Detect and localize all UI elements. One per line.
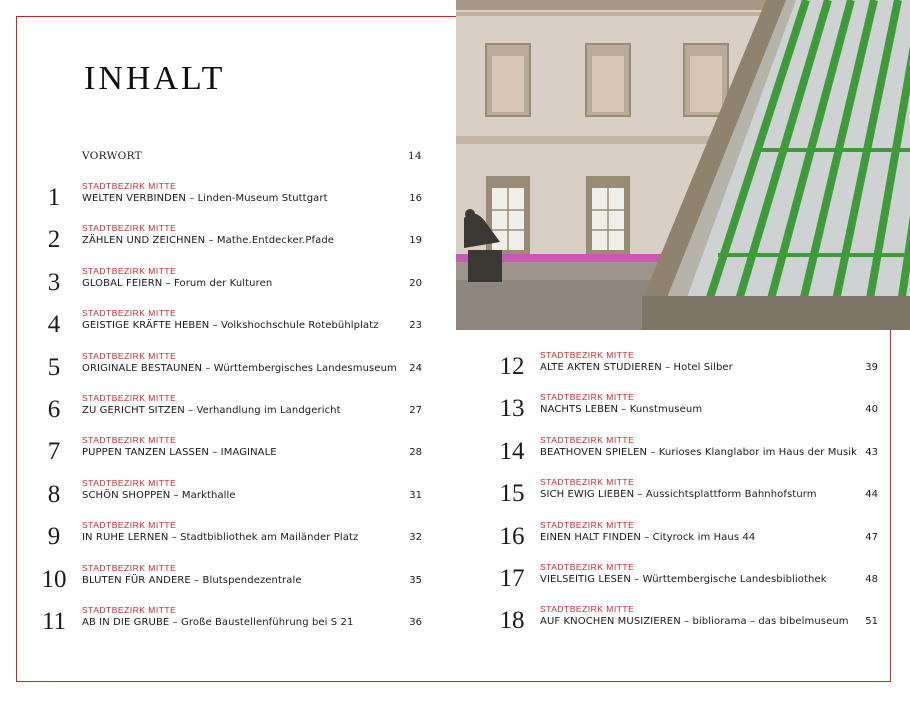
toc-entry-page-number: 23	[409, 320, 422, 332]
toc-entry-district: STADTBEZIRK MITTE	[82, 308, 177, 319]
toc-entry[interactable]	[490, 604, 880, 644]
toc-entry-page-number: 31	[409, 489, 422, 501]
toc-entry-page-number: 27	[409, 405, 422, 416]
toc-entry-title: PUPPEN TANZEN LASSEN – IMAGINALE	[82, 447, 277, 459]
toc-entry-district: STADTBEZIRK MITTE	[82, 350, 177, 361]
toc-entry[interactable]	[32, 435, 428, 475]
toc-entry-page-number: 48	[865, 574, 878, 585]
toc-entry-title: BEATHOVEN SPIELEN – Kurioses Klanglabor im Haus der Musik	[540, 446, 858, 458]
toc-entry-district: STADTBEZIRK MITTE	[540, 562, 635, 572]
toc-entry-district: STADTBEZIRK MITTE	[82, 181, 177, 191]
toc-entry-title: SICH EWIG LIEBEN – Aussichtsplattform Bahnhofsturm	[540, 489, 817, 501]
toc-entry-title: ZU GERICHT SITZEN – Verhandlung im Landgericht	[82, 405, 341, 416]
toc-entry-page-number: 24	[409, 362, 422, 374]
toc-entry-district: STADTBEZIRK MITTE	[82, 520, 177, 531]
toc-entry[interactable]	[490, 392, 880, 432]
toc-entry-number: 15	[499, 480, 525, 508]
toc-entry[interactable]	[32, 266, 428, 306]
toc-entry-number: 9	[47, 523, 61, 551]
toc-entry[interactable]	[32, 393, 428, 433]
toc-entry-page-number: 40	[865, 404, 878, 416]
toc-entry-number: 7	[47, 438, 61, 466]
toc-entry-number: 11	[41, 608, 67, 635]
toc-entry-number: 18	[499, 607, 525, 635]
toc-entry-district: STADTBEZIRK MITTE	[540, 434, 635, 445]
toc-entry-title: BLUTEN FÜR ANDERE – Blutspendezentrale	[82, 574, 302, 586]
toc-entry-district: STADTBEZIRK MITTE	[82, 477, 177, 488]
toc-preface-row[interactable]	[82, 150, 426, 162]
toc-entry-title: NACHTS LEBEN – Kunstmuseum	[540, 404, 703, 416]
toc-entry-page-number: 36	[409, 617, 422, 628]
toc-entry-page-number: 20	[409, 277, 422, 289]
toc-entry-district: STADTBEZIRK MITTE	[82, 562, 177, 573]
toc-entry-number: 1	[47, 184, 61, 211]
toc-entry-number: 14	[499, 437, 525, 465]
toc-entry-page-number: 51	[865, 616, 878, 628]
toc-entry[interactable]	[32, 181, 428, 221]
toc-entry-title: GLOBAL FEIERN – Forum der Kulturen	[82, 277, 273, 289]
toc-entry[interactable]	[32, 308, 428, 348]
toc-entry-number: 8	[47, 480, 61, 508]
toc-entry-page-number: 28	[409, 447, 422, 459]
toc-entry-number: 10	[41, 565, 67, 593]
toc-entry-title: VIELSEITIG LESEN – Württembergische Landesbibliothek	[540, 574, 827, 585]
toc-entry-title: GEISTIGE KRÄFTE HEBEN – Volkshochschule Rotebühlplatz	[82, 320, 379, 332]
toc-entry-number: 13	[499, 395, 525, 423]
toc-entry-number: 6	[47, 396, 61, 423]
toc-entry-district: STADTBEZIRK MITTE	[540, 392, 635, 403]
toc-entry-page-number: 43	[865, 446, 878, 458]
toc-entry-district: STADTBEZIRK MITTE	[540, 519, 635, 530]
toc-entry[interactable]	[32, 351, 428, 391]
toc-entry-page-number: 32	[409, 532, 422, 544]
toc-entry-page-number: 35	[409, 574, 422, 586]
toc-entry-page-number: 39	[865, 362, 878, 373]
toc-entry-number: 4	[47, 311, 61, 339]
toc-entry-district: STADTBEZIRK MITTE	[82, 223, 177, 234]
toc-entry[interactable]	[490, 350, 880, 390]
toc-entry[interactable]	[32, 223, 428, 263]
preface-label: VORWORT	[82, 150, 142, 162]
toc-entry-district: STADTBEZIRK MITTE	[540, 477, 635, 488]
toc-entry-number: 5	[47, 353, 61, 381]
toc-entry-number: 16	[499, 522, 525, 550]
toc-entry[interactable]	[32, 563, 428, 603]
toc-entry-title: WELTEN VERBINDEN – Linden-Museum Stuttgart	[82, 193, 328, 204]
toc-entry-title: AUF KNOCHEN MUSIZIEREN – bibliorama – das bibelmuseum	[540, 616, 849, 628]
toc-entry[interactable]	[32, 605, 428, 645]
toc-entry-title: ORIGINALE BESTAUNEN – Württembergisches Landesmuseum	[82, 362, 397, 374]
toc-entry[interactable]	[490, 520, 880, 560]
toc-entry[interactable]	[32, 520, 428, 560]
toc-entry-district: STADTBEZIRK MITTE	[540, 350, 635, 360]
page-title: INHALT	[84, 60, 226, 97]
toc-entry-district: STADTBEZIRK MITTE	[82, 393, 177, 403]
toc-entry-number: 3	[47, 268, 61, 296]
toc-entry-district: STADTBEZIRK MITTE	[540, 604, 635, 615]
toc-entry[interactable]	[490, 477, 880, 517]
toc-entry-number: 2	[47, 226, 61, 254]
toc-entry-title: SCHÖN SHOPPEN – Markthalle	[82, 489, 236, 501]
toc-entry-page-number: 19	[409, 235, 422, 247]
preface-page: 14	[408, 150, 422, 162]
cover-photo-museum-building	[456, 0, 910, 330]
toc-entry[interactable]	[490, 562, 880, 602]
toc-entry-number: 17	[499, 565, 525, 592]
toc-entry-district: STADTBEZIRK MITTE	[82, 265, 177, 276]
toc-entry-page-number: 16	[409, 193, 422, 204]
toc-entry-page-number: 44	[865, 489, 878, 501]
toc-entry[interactable]	[490, 435, 880, 475]
toc-entry-title: EINEN HALT FINDEN – Cityrock im Haus 44	[540, 531, 756, 543]
toc-entry-district: STADTBEZIRK MITTE	[82, 435, 177, 446]
toc-entry-title: ALTE AKTEN STUDIEREN – Hotel Silber	[540, 362, 733, 373]
toc-entry-number: 12	[499, 353, 525, 380]
toc-entry-title: IN RUHE LERNEN – Stadtbibliothek am Mailänder Platz	[82, 532, 359, 544]
toc-entry-title: ZÄHLEN UND ZEICHNEN – Mathe.Entdecker.Pfade	[82, 235, 335, 247]
toc-entry-title: AB IN DIE GRUBE – Große Baustellenführung bei S 21	[82, 617, 354, 628]
toc-entry[interactable]	[32, 478, 428, 518]
toc-entry-district: STADTBEZIRK MITTE	[82, 605, 177, 615]
toc-entry-page-number: 47	[865, 531, 878, 543]
